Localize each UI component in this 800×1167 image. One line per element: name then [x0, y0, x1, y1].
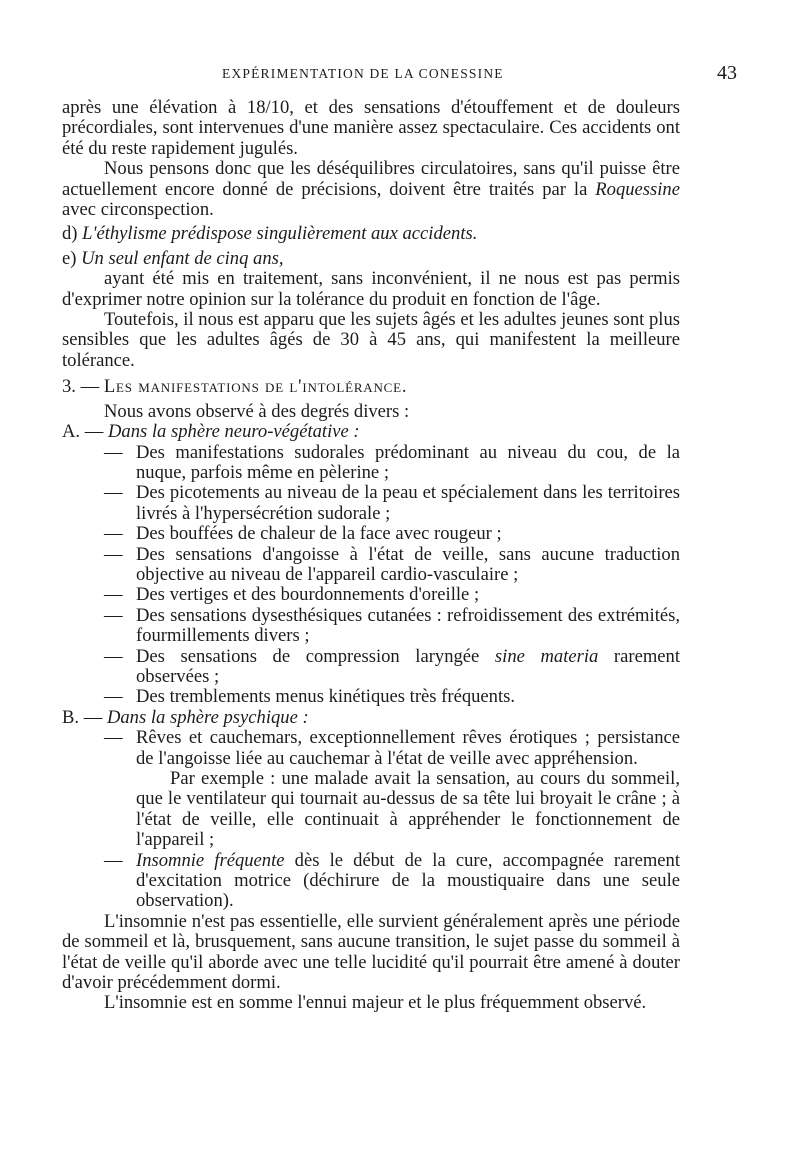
- section-a-heading: [62, 422, 680, 442]
- list-item: [62, 851, 680, 912]
- dash-marker: —: [104, 686, 123, 708]
- page-body: [62, 98, 680, 1014]
- dash-marker: —: [104, 543, 123, 565]
- point-e-label: e): [62, 247, 82, 269]
- section-b-title: Dans la sphère psychique :: [106, 706, 309, 728]
- paragraph-age: ayant été mis en traitement, sans inconvénient, il ne nous est pas permis d'exprimer notre opinion sur la tolérance du produit en fonction de l'âge.: [62, 268, 680, 310]
- paragraph-conclusion: L'insomnie est en somme l'ennui majeur et le plus fréquemment observé.: [104, 992, 647, 1014]
- section-3-title: Les manifestations de l'intolérance.: [103, 376, 408, 398]
- list-item-text: Des picotements au niveau de la peau et spécialement dans les territoires livrés à l'hypersécrétion sudorale ;: [136, 482, 680, 524]
- point-d-label: d): [62, 223, 83, 245]
- neuro-vegetative-list: [62, 443, 680, 708]
- psychic-list: [62, 728, 680, 769]
- section-b-heading: [62, 708, 680, 728]
- dash-marker: —: [104, 727, 123, 749]
- list-item-text: Des manifestations sudorales prédominant au niveau du cou, de la nuque, parfois même en pèlerine ;: [136, 441, 680, 483]
- list-item-text: Des bouffées de chaleur de la face avec rougeur ;: [136, 523, 502, 545]
- point-d: [62, 224, 680, 244]
- paragraph-insomnia: L'insomnie n'est pas essentielle, elle survient généralement après une période de sommeil et là, brusquement, sans aucune transition, le sujet passe du sommeil à l'état de veille qu'il aborde avec une telle lucidité qu'il pourrait être amené à douter d'avoir précédemment dormi.: [62, 910, 680, 994]
- text-run: avec circonspection.: [62, 199, 214, 221]
- list-item: [62, 585, 680, 605]
- dash-marker: —: [104, 645, 123, 667]
- running-title: EXPÉRIMENTATION DE LA CONESSINE: [222, 66, 504, 81]
- page-number: 43: [717, 62, 737, 84]
- drug-name: Roquessine: [595, 178, 680, 200]
- list-item-text: Des tremblements menus kinétiques très fréquents.: [136, 686, 516, 708]
- point-d-text: L'éthylisme prédispose singulièrement aux accidents.: [82, 223, 478, 245]
- text-run: Nous pensons donc que les déséquilibres circulatoires, sans qu'il puisse être actuellement encore donné de précisions, doivent être traités par la: [62, 158, 680, 200]
- list-item-text: Des sensations dysesthésiques cutanées : refroidissement des extrémités, fourmillements divers ;: [136, 604, 680, 647]
- list-item: [62, 728, 680, 769]
- running-head: [62, 62, 737, 86]
- list-item: [62, 647, 680, 688]
- section-b-label: B. —: [62, 706, 107, 728]
- psychic-list-continued: [62, 851, 680, 912]
- list-item: [62, 443, 680, 484]
- example-paragraph: Par exemple : une malade avait la sensation, au cours du sommeil, que le ventilateur qui tournait au-dessus de sa tête lui broyait le crâne ; à l'état de veille, elle continuait à appréhender le fonctionnement de l'appareil ;: [136, 768, 680, 851]
- dash-marker: —: [104, 523, 123, 545]
- section-3-number: 3. —: [62, 376, 104, 398]
- point-e-text: Un seul enfant de cinq ans,: [81, 247, 284, 269]
- point-e: [62, 249, 680, 269]
- list-item: [62, 687, 680, 707]
- dash-marker: —: [104, 441, 123, 463]
- dash-marker: —: [104, 482, 123, 504]
- list-item-text: Des vertiges et des bourdonnements d'oreille ;: [136, 584, 480, 606]
- paragraph-circulatory: [62, 159, 680, 220]
- list-item: [62, 545, 680, 586]
- list-item: [62, 606, 680, 647]
- list-item-text: Des sensations de compression laryngée: [136, 645, 495, 667]
- list-item-text: Rêves et cauchemars, exceptionnellement rêves érotiques ; persistance de l'angoisse liée au cauchemar à l'état de veille avec appréhension.: [136, 727, 680, 769]
- dash-marker: —: [104, 604, 123, 626]
- paragraph-continuation: après une élévation à 18/10, et des sensations d'étouffement et de douleurs précordiales, sont intervenues d'une manière assez spectaculaire. Ces accidents ont été du reste rapidement jugulés.: [62, 97, 680, 159]
- section-a-title: Dans la sphère neuro-végétative :: [107, 421, 360, 443]
- insomnia-term: Insomnie fréquente: [136, 849, 285, 871]
- dash-marker: —: [104, 849, 123, 871]
- list-item-text: dès le début de la cure, accompagnée rarement d'excitation motrice (déchirure de la moustiquaire dans une seule observation).: [136, 849, 680, 912]
- paragraph-tolerance: Toutefois, il nous est apparu que les sujets âgés et les adultes jeunes sont plus sensibles que les adultes âgés de 30 à 45 ans, qui manifestent la meilleure tolérance.: [62, 309, 680, 371]
- latin-phrase: sine materia: [494, 645, 599, 667]
- list-item: [62, 483, 680, 524]
- list-item-text: rarement observées ;: [136, 645, 680, 687]
- list-item-text: Des sensations d'angoisse à l'état de veille, sans aucune traduction objective au niveau de l'appareil cardio-vasculaire ;: [136, 543, 680, 585]
- list-item: [62, 524, 680, 544]
- section-3-intro: Nous avons observé à des degrés divers :: [104, 400, 410, 422]
- section-a-label: A. —: [62, 421, 108, 443]
- section-3-heading: [62, 377, 680, 397]
- dash-marker: —: [104, 584, 123, 606]
